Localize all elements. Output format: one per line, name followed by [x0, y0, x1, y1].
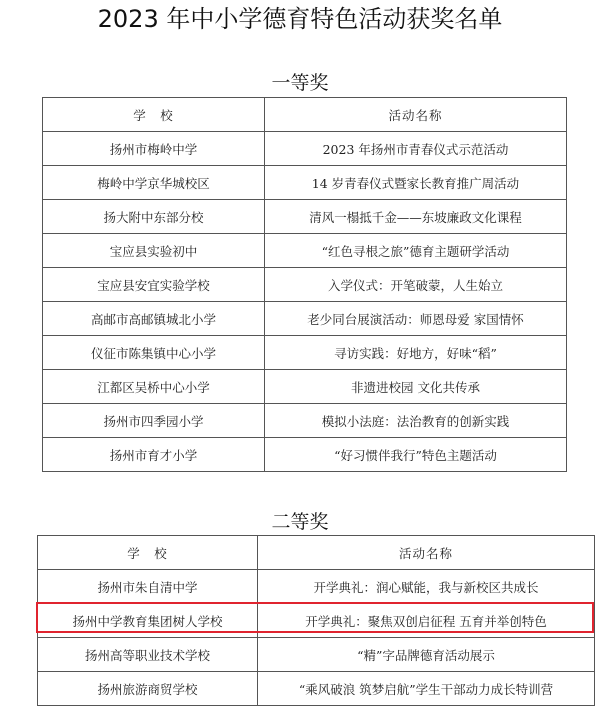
activity-cell: 寻访实践：好地方，好味“稻”: [265, 336, 567, 370]
activity-cell: 清风一榻抵千金——东坡廉政文化课程: [265, 200, 567, 234]
activity-cell: 14 岁青春仪式暨家长教育推广周活动: [265, 166, 567, 200]
table-row: [43, 404, 567, 438]
table-row: [43, 336, 567, 370]
school-cell: 扬大附中东部分校: [43, 200, 265, 234]
second-prize-heading: 二等奖: [271, 511, 329, 533]
school-cell: 扬州高等职业技术学校: [38, 638, 258, 672]
activity-cell: “好习惯伴我行”特色主题活动: [265, 438, 567, 472]
school-cell: 扬州市育才小学: [43, 438, 265, 472]
table-header-row: [43, 98, 567, 132]
activity-cell: 模拟小法庭：法治教育的创新实践: [265, 404, 567, 438]
activity-cell: “乘风破浪 筑梦启航”学生干部动力成长特训营: [258, 672, 595, 706]
school-cell: 仪征市陈集镇中心小学: [43, 336, 265, 370]
table-row: [43, 234, 567, 268]
table-row: [43, 302, 567, 336]
table-row: [38, 672, 595, 706]
activity-cell: 入学仪式：开笔破蒙，人生始立: [265, 268, 567, 302]
school-cell: 宝应县安宜实验学校: [43, 268, 265, 302]
activity-cell: 开学典礼：聚焦双创启征程 五育并举创特色: [258, 604, 595, 638]
school-cell: 扬州市四季园小学: [43, 404, 265, 438]
table-row: [43, 132, 567, 166]
header-school: 学 校: [38, 536, 258, 570]
page-title: 2023 年中小学德育特色活动获奖名单: [97, 5, 503, 33]
table-row: [43, 268, 567, 302]
activity-cell: 开学典礼：润心赋能，我与新校区共成长: [258, 570, 595, 604]
school-cell: 扬州市朱自清中学: [38, 570, 258, 604]
school-cell: 扬州市梅岭中学: [43, 132, 265, 166]
school-cell: 高邮市高邮镇城北小学: [43, 302, 265, 336]
school-cell: 扬州旅游商贸学校: [38, 672, 258, 706]
activity-cell: “红色寻根之旅”德育主题研学活动: [265, 234, 567, 268]
activity-cell: 2023 年扬州市青春仪式示范活动: [265, 132, 567, 166]
activity-cell: 非遗进校园 文化共传承: [265, 370, 567, 404]
school-cell: 宝应县实验初中: [43, 234, 265, 268]
first-prize-heading: 一等奖: [271, 72, 329, 94]
table-row: [38, 570, 595, 604]
activity-cell: “精”字品牌德育活动展示: [258, 638, 595, 672]
table-row: [43, 438, 567, 472]
table-header-row: [38, 536, 595, 570]
table-row: [43, 166, 567, 200]
header-school: 学 校: [43, 98, 265, 132]
school-cell: 江都区吴桥中心小学: [43, 370, 265, 404]
header-activity: 活动名称: [258, 536, 595, 570]
second-prize-table: [37, 535, 595, 706]
table-row-highlighted: [38, 604, 595, 638]
table-row: [43, 370, 567, 404]
school-cell: 梅岭中学京华城校区: [43, 166, 265, 200]
table-row: [38, 638, 595, 672]
first-prize-table: [42, 97, 567, 472]
header-activity: 活动名称: [265, 98, 567, 132]
school-cell: 扬州中学教育集团树人学校: [38, 604, 258, 638]
activity-cell: 老少同台展演活动：师恩母爱 家国情怀: [265, 302, 567, 336]
table-row: [43, 200, 567, 234]
